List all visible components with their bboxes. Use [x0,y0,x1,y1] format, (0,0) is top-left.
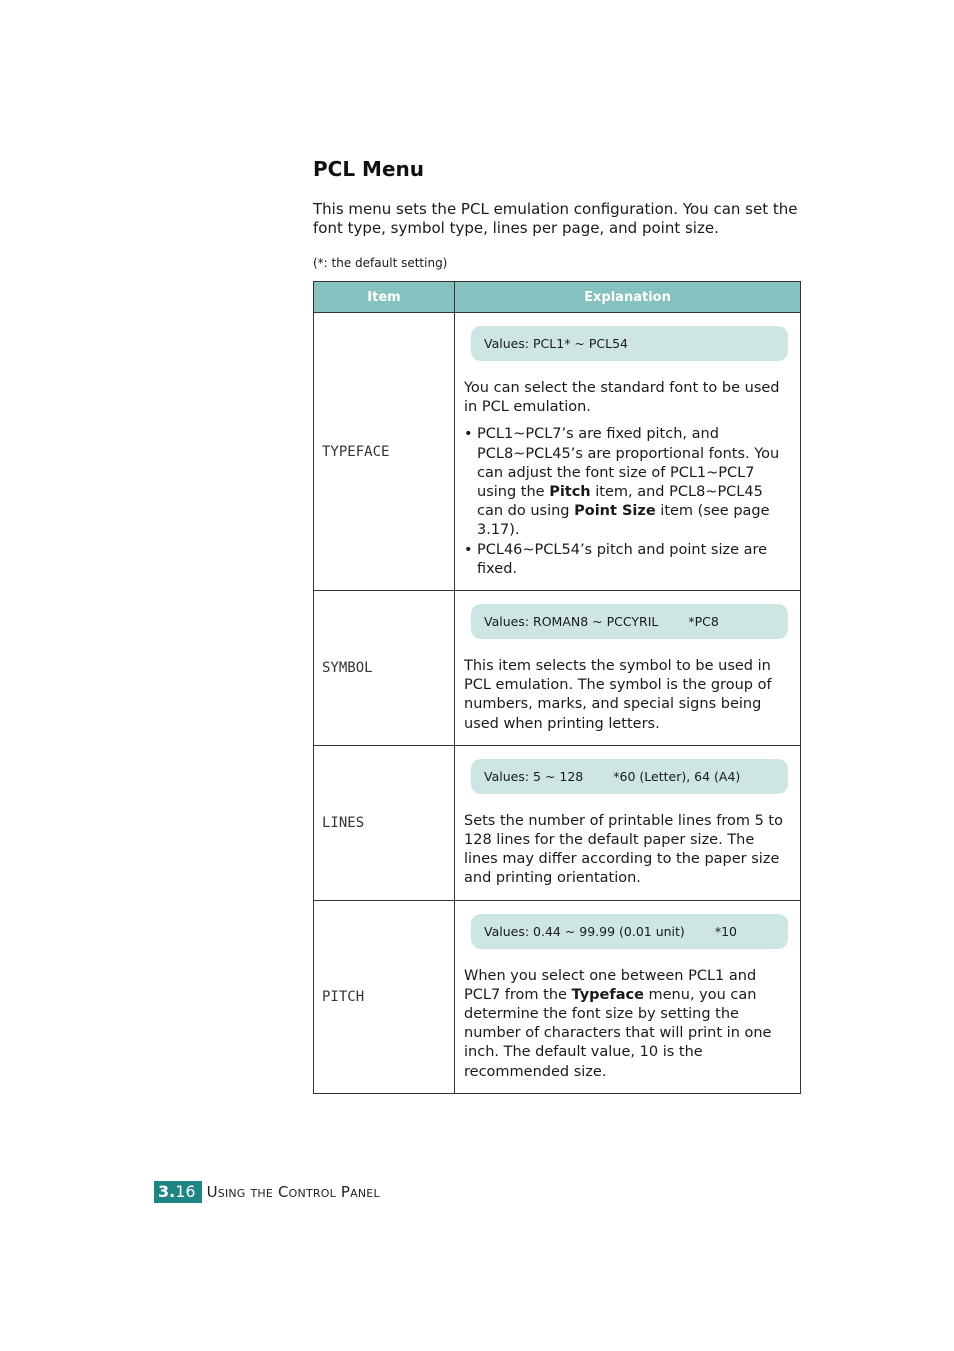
table-row [314,745,801,900]
values-default: *10 [714,923,737,939]
table-row [314,313,801,591]
values-box [471,604,788,639]
table-header-row [314,282,801,313]
default-setting-note: (*: the default setting) [313,256,448,270]
list-item: • PCL1~PCL7’s are fixed pitch, and PCL8~PCL45’s are proportional fonts. You can adjust the font size of PCL1~PCL7 using the Pitch item, and PCL8~PCL45 can do using Point Size item (see page 3.17). [464,425,791,540]
description: Sets the number of printable lines from 5 to 128 lines for the default paper size. The lines may differ according to the paper size and printing orientation. [464,812,783,887]
table-row [314,900,801,1093]
explanation-pitch [455,900,801,1093]
description: When you select one between PCL1 and PCL7 from the Typeface menu, you can determine the font size by setting the number of characters that will print in one inch. The default value, 10 is the recommended size. [464,967,772,1080]
explanation-lines [455,745,801,900]
description: You can select the standard font to be used in PCL emulation. [464,380,780,416]
list-item: • PCL46~PCL54’s pitch and point size are fixed. [464,541,791,579]
table-row [314,591,801,746]
item-pitch: PITCH [314,900,455,1093]
values-range: Values: PCL1* ~ PCL54 [484,336,629,351]
values-range: Values: 0.44 ~ 99.99 (0.01 unit) [484,923,685,939]
values-box [471,759,788,794]
bullet-list [464,425,791,579]
values-range: Values: ROMAN8 ~ PCCYRIL [484,614,659,630]
page-title: PCL Menu [313,157,424,181]
explanation-typeface [455,313,801,591]
item-typeface: TYPEFACE [314,313,455,591]
description: This item selects the symbol to be used in PCL emulation. The symbol is the group of numbers, marks, and special signs being used when printing letters. [464,658,772,732]
pcl-menu-table [313,281,801,1094]
values-default: *PC8 [688,614,719,630]
values-default: *60 (Letter), 64 (A4) [613,768,741,784]
values-box [471,326,788,361]
intro-paragraph: This menu sets the PCL emulation configuration. You can set the font type, symbol type, lines per page, and point size. [313,200,798,237]
explanation-symbol [455,591,801,746]
page-number: 3.16 [154,1181,202,1203]
header-explanation: Explanation [455,282,801,313]
item-lines: LINES [314,745,455,900]
page-footer [154,1181,380,1203]
section-title: Using the Control Panel [206,1183,380,1201]
values-box [471,914,788,949]
item-symbol: SYMBOL [314,591,455,746]
values-range: Values: 5 ~ 128 [484,768,584,784]
header-item: Item [314,282,455,313]
